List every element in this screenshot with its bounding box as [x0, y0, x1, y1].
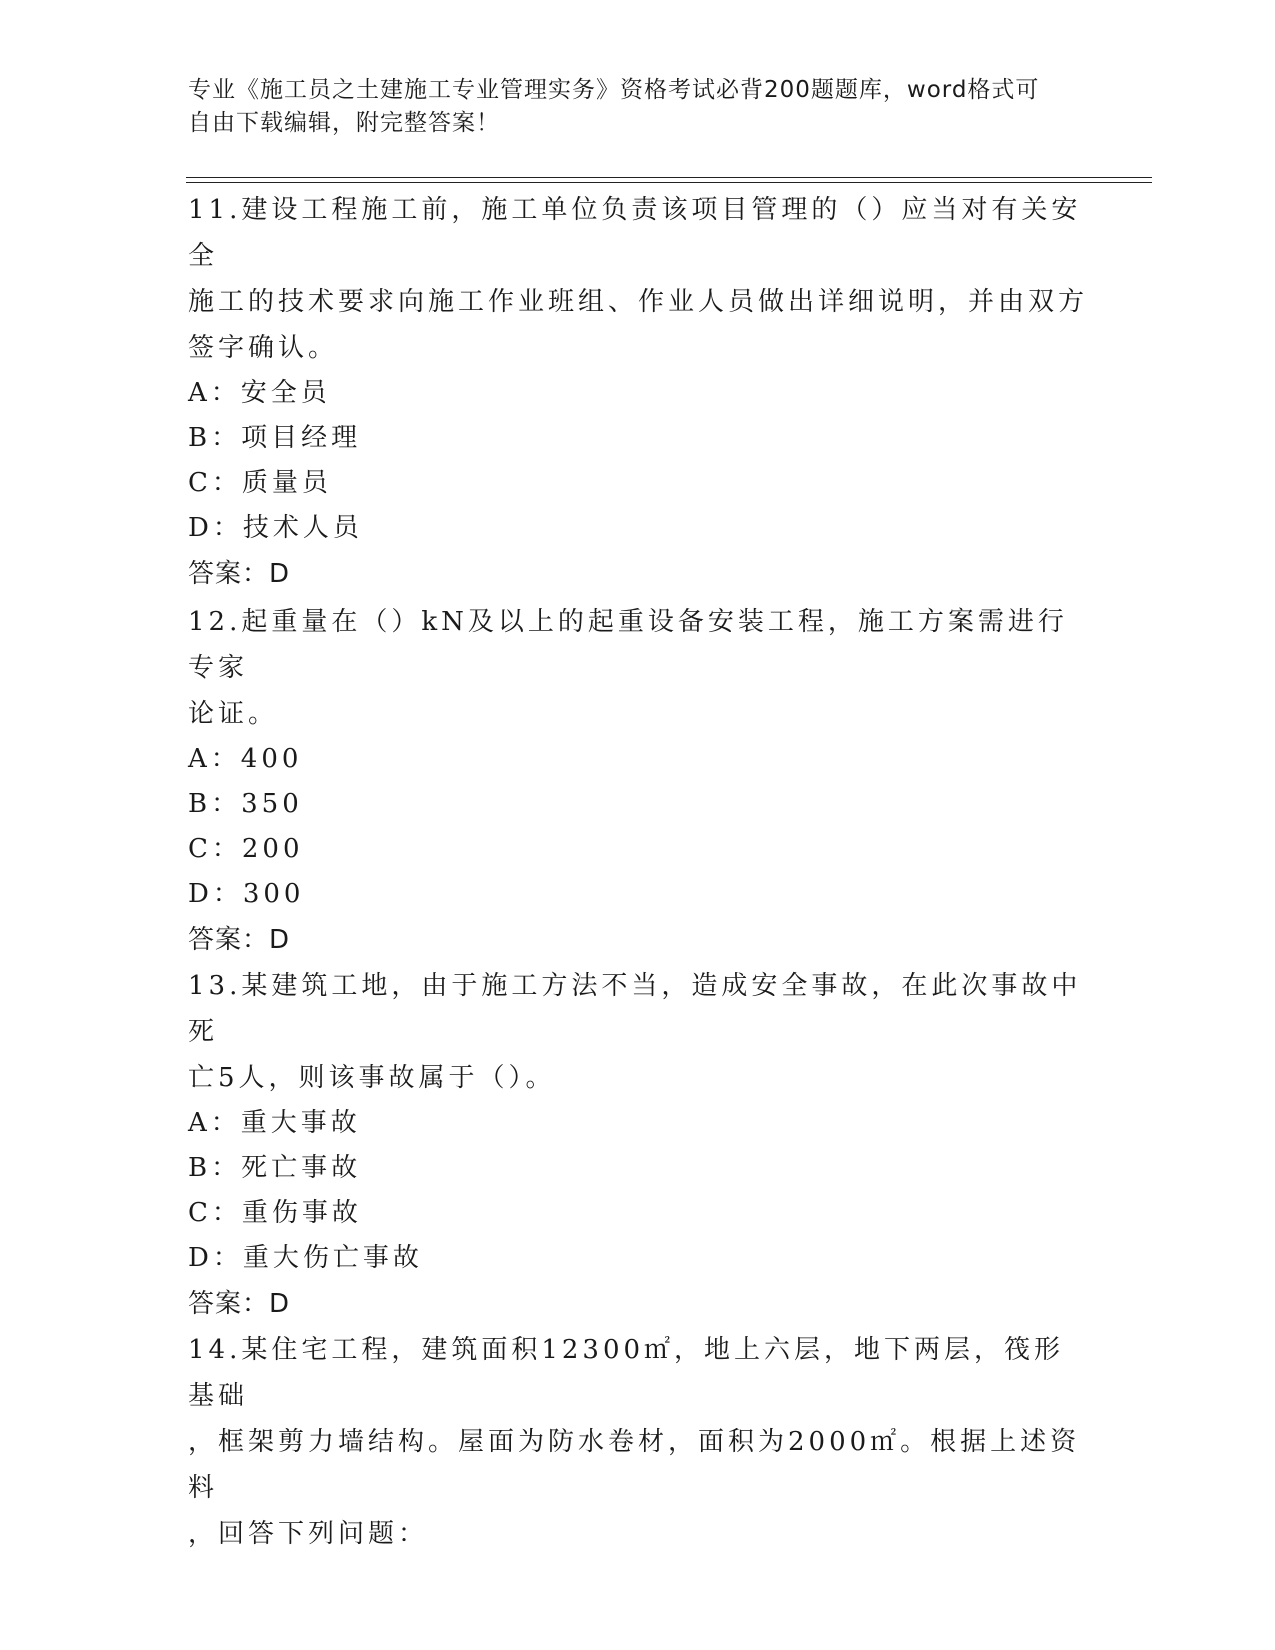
option-d: D：技术人员: [188, 513, 363, 543]
option-c: C：质量员: [188, 468, 332, 498]
document-header: [188, 74, 1068, 140]
option-b: B：350: [188, 789, 303, 819]
option-b: B：死亡事故: [188, 1153, 362, 1183]
option-d: D：重大伤亡事故: [188, 1243, 423, 1273]
answer: 答案：D: [188, 925, 291, 955]
question-stem: [188, 1327, 1088, 1557]
stem-line: 12.起重量在（）kN及以上的起重设备安装工程，施工方案需进行专家: [188, 607, 1068, 683]
header-divider-bottom: [186, 182, 1152, 183]
stem-line: 14.某住宅工程，建筑面积12300㎡，地上六层，地下两层，筏形基础: [188, 1335, 1065, 1411]
option-c: C：200: [188, 834, 304, 864]
option-b: B：项目经理: [188, 423, 362, 453]
question-11: [188, 187, 1088, 597]
question-stem: [188, 187, 1088, 371]
option-a: A：重大事故: [188, 1108, 361, 1138]
option-c: C：重伤事故: [188, 1198, 362, 1228]
header-line-2: 自由下载编辑，附完整答案！: [188, 110, 500, 136]
question-14: [188, 1327, 1088, 1557]
header-line-1: 专业《施工员之土建施工专业管理实务》资格考试必背200题题库，word格式可: [188, 77, 1040, 103]
stem-line: 论证。: [188, 699, 279, 729]
question-stem: [188, 599, 1088, 737]
option-a: A：400: [188, 744, 303, 774]
question-stem: [188, 963, 1088, 1101]
stem-line: 亡5人，则该事故属于（）。: [188, 1063, 556, 1093]
option-d: D：300: [188, 879, 305, 909]
answer: 答案：D: [188, 559, 291, 589]
question-13: [188, 963, 1088, 1327]
question-12: [188, 599, 1088, 963]
stem-line: 13.某建筑工地，由于施工方法不当，造成安全事故，在此次事故中死: [188, 971, 1082, 1047]
stem-line: 签字确认。: [188, 333, 339, 363]
stem-line: ，回答下列问题：: [188, 1519, 429, 1549]
option-a: A：安全员: [188, 378, 331, 408]
stem-line: 施工的技术要求向施工作业班组、作业人员做出详细说明，并由双方: [188, 287, 1089, 317]
answer: 答案：D: [188, 1289, 291, 1319]
stem-line: 11.建设工程施工前，施工单位负责该项目管理的（）应当对有关安全: [188, 195, 1082, 271]
header-divider-top: [186, 177, 1152, 178]
stem-line: ，框架剪力墙结构。屋面为防水卷材，面积为2000㎡。根据上述资料: [188, 1427, 1081, 1503]
